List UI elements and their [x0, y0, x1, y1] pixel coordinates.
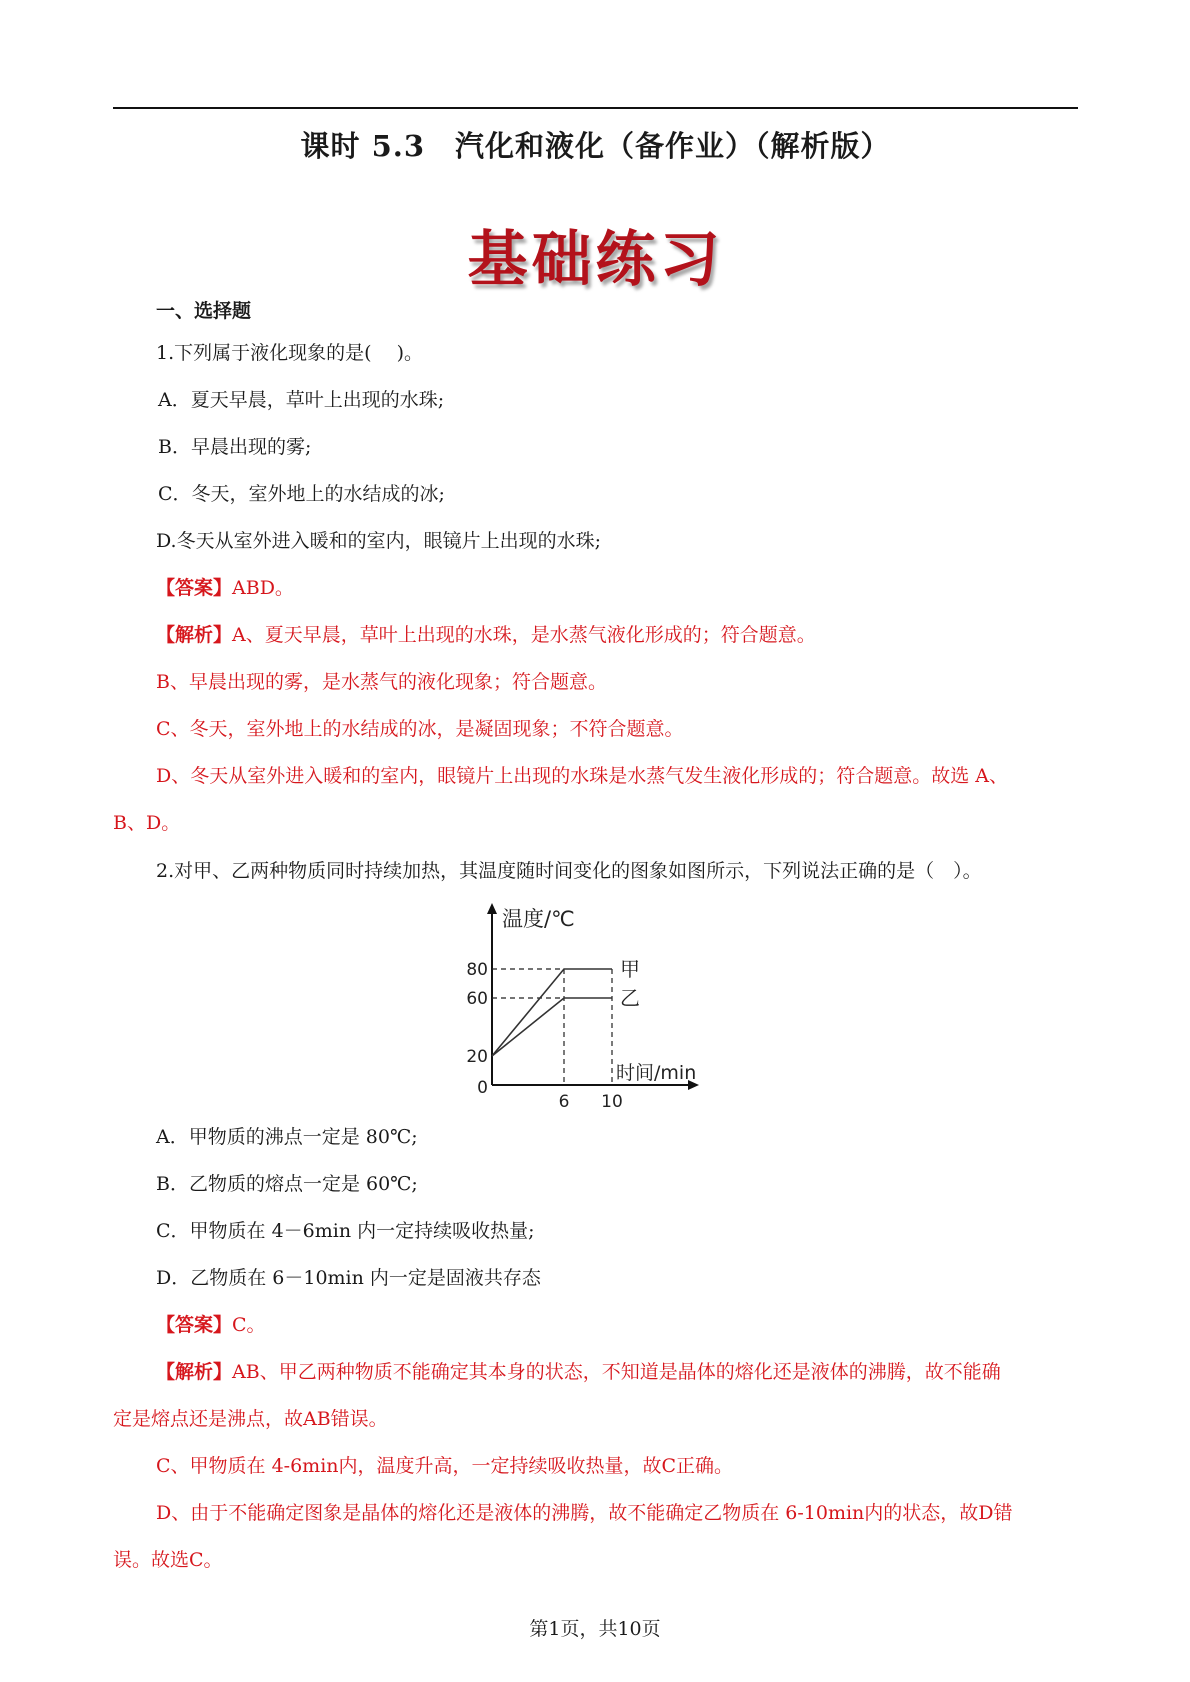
q2-answer-tag: 【答案】: [156, 1314, 233, 1336]
page-footer: 第1页，共10页: [529, 1618, 661, 1640]
q1-analysis-tag: 【解析】: [156, 624, 233, 646]
series-line-yi: [492, 998, 612, 1056]
q2-analysis-text-1: AB、甲乙两种物质不能确定其本身的状态，不知道是晶体的熔化还是液体的沸腾，故不能确: [232, 1361, 1001, 1383]
q2-answer-value: C。: [232, 1314, 266, 1336]
y-tick-80: 80: [466, 960, 488, 980]
series-line-jia: [492, 969, 612, 1056]
q1-analysis-4: D、冬天从室外进入暖和的室内，眼镜片上出现的水珠是水蒸气发生液化形成的；符合题意。故选 A、: [156, 765, 1008, 787]
q2-analysis-4: D、由于不能确定图象是晶体的熔化还是液体的沸腾，故不能确定乙物质在 6-10min内的状态，故D错: [156, 1502, 1013, 1524]
x-axis-label: 时间/min: [616, 1062, 697, 1084]
q2-answer: [156, 1310, 266, 1337]
q2-analysis-1: [156, 1357, 1001, 1384]
temperature-time-chart: [466, 900, 780, 1112]
chart-series: [492, 969, 612, 1056]
q1-analysis-3: C、冬天，室外地上的水结成的冰，是凝固现象；不符合题意。: [156, 718, 684, 740]
q1-answer-tag: 【答案】: [156, 577, 233, 599]
section-banner: 基础练习: [467, 225, 724, 295]
q1-option-b: B．早晨出现的雾;: [158, 436, 312, 458]
q1-answer: [156, 573, 294, 600]
q1-analysis-5: B、D。: [113, 812, 181, 834]
q2-analysis-tag: 【解析】: [156, 1361, 233, 1383]
q1-stem: 1.下列属于液化现象的是( )。: [156, 342, 423, 364]
series-label-jia: 甲: [620, 957, 640, 981]
q2-option-a: A．甲物质的沸点一定是 80℃;: [156, 1126, 418, 1148]
q1-analysis-text-1: A、夏天早晨，草叶上出现的水珠，是水蒸气液化形成的；符合题意。: [232, 624, 816, 646]
q1-analysis-2: B、早晨出现的雾，是水蒸气的液化现象；符合题意。: [156, 671, 607, 693]
chart-labels: [466, 907, 696, 1112]
section-title: 一、选择题: [156, 300, 252, 322]
q2-analysis-5: 误。故选C。: [113, 1549, 223, 1571]
y-axis-label: 温度/℃: [502, 907, 575, 931]
y-tick-20: 20: [466, 1047, 488, 1067]
header-rule: [113, 107, 1078, 109]
x-tick-0: 0: [477, 1078, 488, 1098]
y-tick-60: 60: [466, 989, 488, 1009]
q1-analysis-1: [156, 620, 816, 647]
q2-option-c: C．甲物质在 4－6min 内一定持续吸收热量;: [156, 1220, 535, 1242]
series-label-yi: 乙: [620, 986, 640, 1010]
x-tick-10: 10: [601, 1092, 623, 1112]
q2-analysis-2: 定是熔点还是沸点，故AB错误。: [113, 1408, 388, 1430]
chart-guides: [492, 969, 612, 1085]
q1-option-d: D.冬天从室外进入暖和的室内，眼镜片上出现的水珠;: [156, 530, 601, 552]
q1-option-a: A．夏天早晨，草叶上出现的水珠;: [158, 389, 445, 411]
y-axis-arrow: [487, 903, 497, 914]
q1-answer-value: ABD。: [232, 577, 294, 599]
q2-option-b: B．乙物质的熔点一定是 60℃;: [156, 1173, 418, 1195]
q2-stem: 2.对甲、乙两种物质同时持续加热，其温度随时间变化的图象如图所示，下列说法正确的是（ ）。: [156, 860, 982, 882]
page-title: 课时 5.3 汽化和液化（备作业）（解析版）: [300, 129, 891, 163]
q2-option-d: D．乙物质在 6－10min 内一定是固液共存态: [156, 1267, 541, 1289]
q1-option-c: C．冬天，室外地上的水结成的冰;: [158, 483, 445, 505]
q2-analysis-3: C、甲物质在 4-6min内，温度升高，一定持续吸收热量，故C正确。: [156, 1455, 734, 1477]
x-tick-6: 6: [558, 1092, 570, 1112]
